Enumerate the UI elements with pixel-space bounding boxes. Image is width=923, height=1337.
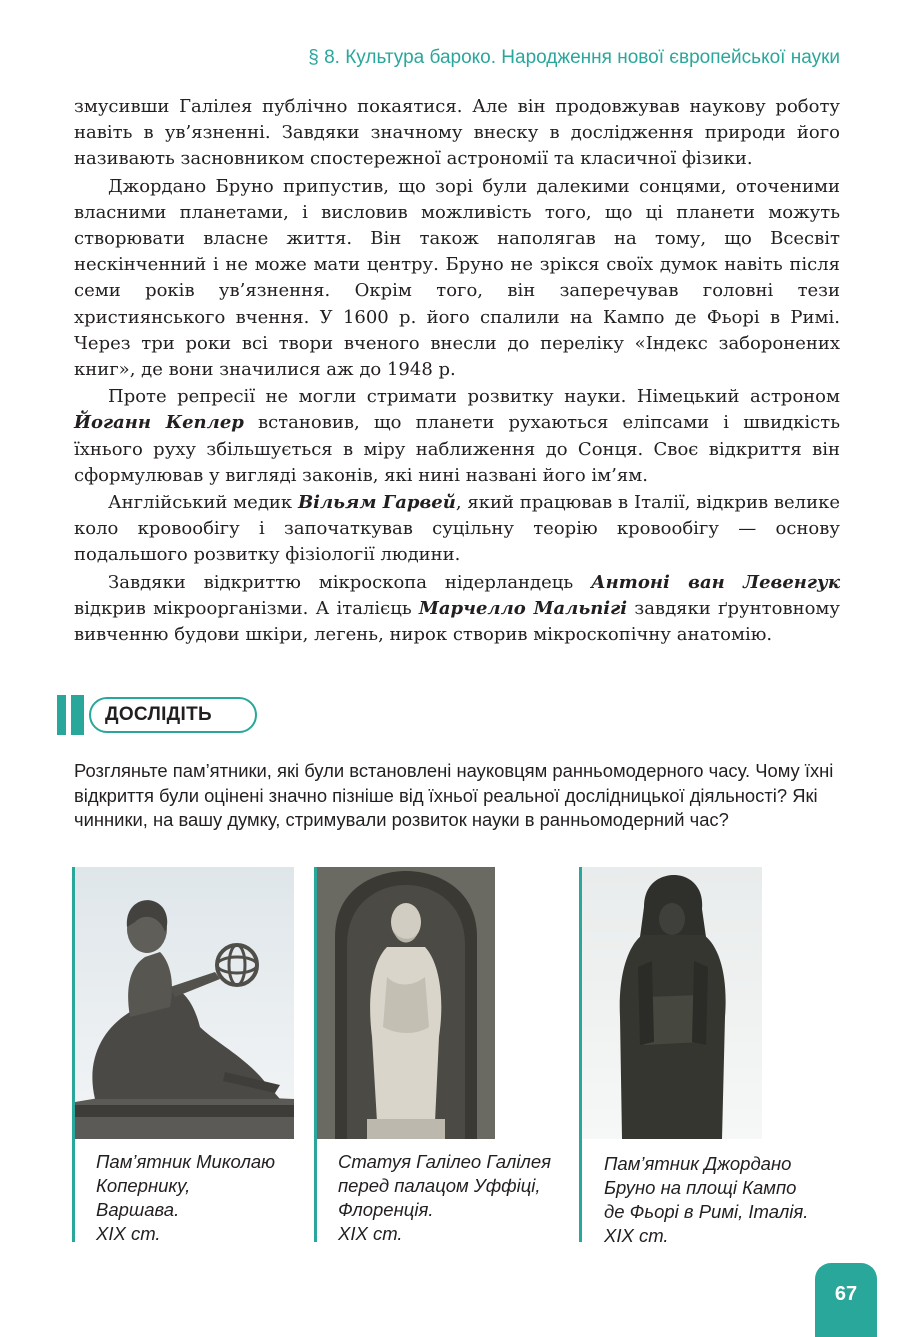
emphasized-name: Вільям Гарвей [297,492,456,514]
emphasized-name: Антоні ван Левенгук [591,571,841,593]
text-run: , який працював в Італії, відкрив велике коло кровообігу і започаткував суцільну теорію кровообігу — основу подальшого розвитку фізіології людини. [74,492,841,566]
emphasized-name: Марчелло Мальпігі [418,597,628,619]
caption-line: XIX ст. [338,1223,403,1244]
bruno-monument-photo [582,867,762,1139]
caption-line: Флоренція. [338,1199,434,1220]
caption-line: Статуя Галілео Галілея [338,1151,552,1172]
text-run: змусивши Галілея публічно покаятися. Але він продовжував наукову роботу навіть в ув’язненні. Завдяки значному внеску в дослідження природи його називають засновником спостережної астрономії та класичної фізики. [74,96,840,170]
caption-line: перед палацом Уффіці, [338,1175,541,1196]
running-title: § 8. Культура бароко. Народження нової європейської науки [308,47,840,68]
accent-bar [71,695,84,735]
text-run: Проте репресії не могли стримати розвитку науки. Німецький астроном [108,386,840,408]
figure-caption [96,1150,306,1246]
emphasized-name: Йоганн Кеплер [74,412,244,434]
galileo-statue-photo [317,867,495,1139]
copernicus-monument-photo [75,867,294,1139]
text-run: Англійський медик [108,492,298,514]
caption-line: Бруно на площі Кампо [604,1177,797,1198]
caption-line: Копернику, [96,1175,191,1196]
caption-line: XIX ст. [96,1223,161,1244]
figure-caption [338,1150,568,1246]
text-run: Завдяки відкриттю мікроскопа нідерландець [108,571,591,593]
page-number-tab [815,1263,877,1337]
paragraph [74,490,840,569]
caption-line: XIX ст. [604,1225,669,1246]
text-run: встановив, що планети рухаються еліпсами і швидкість їхнього руху збільшується в міру наближення до Сонця. Своє відкриття він сформулював у вигляді законів, які нині названі його ім’ям. [74,412,840,486]
section-heading [57,695,247,735]
text-run: відкрив мікроорганізми. А італієць [74,597,419,619]
text-run: Джордано Бруно припустив, що зорі були далекими сонцями, оточеними власними планетами, і висловив можливість того, що ці планети можуть створювати власне життя. Він також наполягав на тому, що Всесвіт нескінченний і не може мати центру. Бруно не зрікся своїх думок навіть після семи років ув’язнення. Окрім того, він заперечував головні тези християнського вчення. У 1600 р. його спалили на Кампо де Фьорі в Римі. Через три роки всі твори вченого внесли до переліку «Індекс заборонених книг», де вони значилися аж до 1948 р. [74,175,840,381]
caption-line: Пам’ятник Миколаю [96,1151,276,1172]
caption-line: Варшава. [96,1199,180,1220]
section-label: ДОСЛІДІТЬ [89,697,257,733]
caption-line: де Фьорі в Римі, Італія. [604,1201,809,1222]
paragraph [74,94,840,173]
task-text: Розгляньте пам’ятники, які були встановлені науковцям ранньомодерного часу. Чому їхні відкриття були оцінені значно пізніше від їхньої реальної дослідницької діяльності? Які чинники, на вашу думку, стримували розвиток науки в ранньомодерний час? [74,760,834,830]
page-number: 67 [834,1283,858,1305]
body-text [74,94,840,648]
caption-line: Пам’ятник Джордано [604,1153,792,1174]
paragraph [74,174,840,384]
paragraph [74,570,840,649]
text-run: завдяки ґрунтовному вивченню будови шкіри, легень, нирок створив мікроскопічну анатомію. [74,597,841,646]
figure-caption [604,1152,834,1248]
accent-bar [57,695,66,735]
paragraph [74,384,840,489]
